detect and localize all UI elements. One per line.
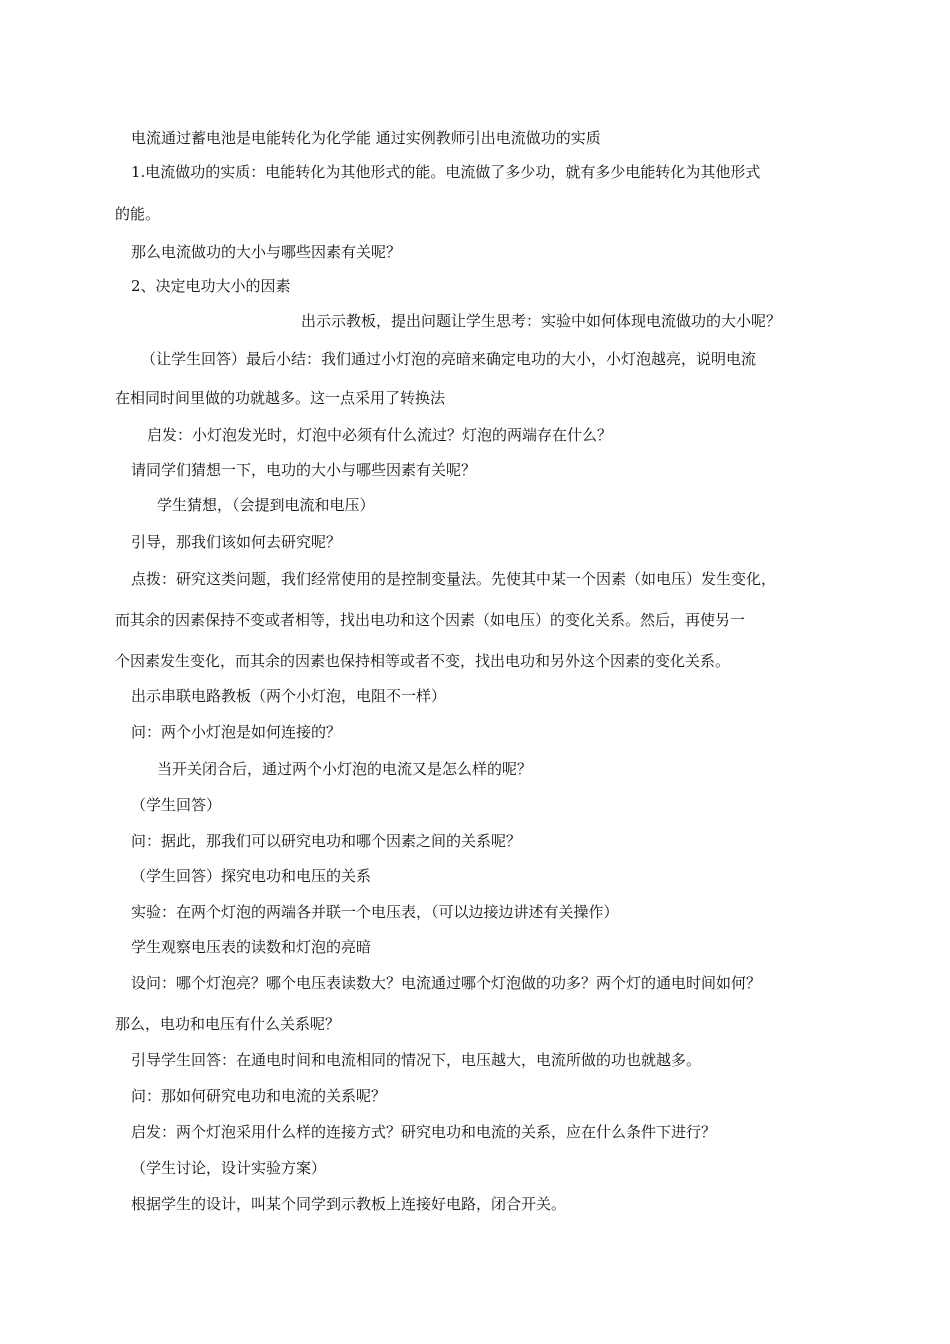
text-line: 在相同时间里做的功就越多。这一点采用了转换法 [115, 389, 446, 407]
text-line: 出示串联电路教板（两个小灯泡，电阻不一样） [131, 687, 447, 705]
text-line: 电流通过蓄电池是电能转化为化学能 通过实例教师引出电流做功的实质 [131, 129, 601, 147]
text-line: 实验：在两个灯泡的两端各并联一个电压表，（可以边接边讲述有关操作） [131, 903, 619, 921]
text-line: 当开关闭合后，通过两个小灯泡的电流又是怎么样的呢？ [157, 760, 533, 778]
text-line: （学生回答） [131, 796, 222, 814]
text-line: 根据学生的设计，叫某个同学到示教板上连接好电路，闭合开关。 [131, 1195, 567, 1213]
text-line: 启发：小灯泡发光时，灯泡中必须有什么流过？灯泡的两端存在什么？ [147, 426, 613, 444]
text-line: 请同学们猜想一下，电功的大小与哪些因素有关呢？ [131, 461, 477, 479]
text-line: 那么电流做功的大小与哪些因素有关呢？ [131, 243, 402, 261]
text-line: 学生观察电压表的读数和灯泡的亮暗 [131, 938, 372, 956]
text-line: （学生讨论，设计实验方案） [131, 1159, 327, 1177]
text-line: 而其余的因素保持不变或者相等，找出电功和这个因素（如电压）的变化关系。然后，再使另一 [115, 611, 746, 629]
text-line: 设问：哪个灯泡亮？哪个电压表读数大？电流通过哪个灯泡做的功多？两个灯的通电时间如何？ [131, 974, 762, 992]
text-line: 启发：两个灯泡采用什么样的连接方式？研究电功和电流的关系，应在什么条件下进行？ [131, 1123, 717, 1141]
text-line: 2、决定电功大小的因素 [131, 277, 291, 295]
text-line: 引导学生回答：在通电时间和电流相同的情况下，电压越大，电流所做的功也就越多。 [131, 1051, 702, 1069]
text-line: （让学生回答）最后小结：我们通过小灯泡的亮暗来确定电功的大小，小灯泡越亮，说明电流 [141, 350, 757, 368]
text-line: 点拨：研究这类问题，我们经常使用的是控制变量法。先使其中某一个因素（如电压）发生变化， [131, 570, 777, 588]
text-line: 的能。 [115, 205, 161, 223]
text-line: 问：据此，那我们可以研究电功和哪个因素之间的关系呢？ [131, 832, 522, 850]
text-line: 出示示教板，提出问题让学生思考：实验中如何体现电流做功的大小呢？ [301, 312, 782, 330]
text-line: 问：两个小灯泡是如何连接的？ [131, 723, 342, 741]
text-line: 那么，电功和电压有什么关系呢？ [115, 1015, 341, 1033]
text-line: （学生回答）探究电功和电压的关系 [131, 867, 372, 885]
text-line: 问：那如何研究电功和电流的关系呢？ [131, 1087, 387, 1105]
text-line: 引导，那我们该如何去研究呢？ [131, 533, 342, 551]
text-line: 个因素发生变化，而其余的因素也保持相等或者不变，找出电功和另外这个因素的变化关系。 [115, 652, 731, 670]
text-line: 1.电流做功的实质：电能转化为其他形式的能。电流做了多少功，就有多少电能转化为其他形式 [131, 163, 761, 181]
text-line: 学生猜想，（会提到电流和电压） [157, 496, 375, 514]
